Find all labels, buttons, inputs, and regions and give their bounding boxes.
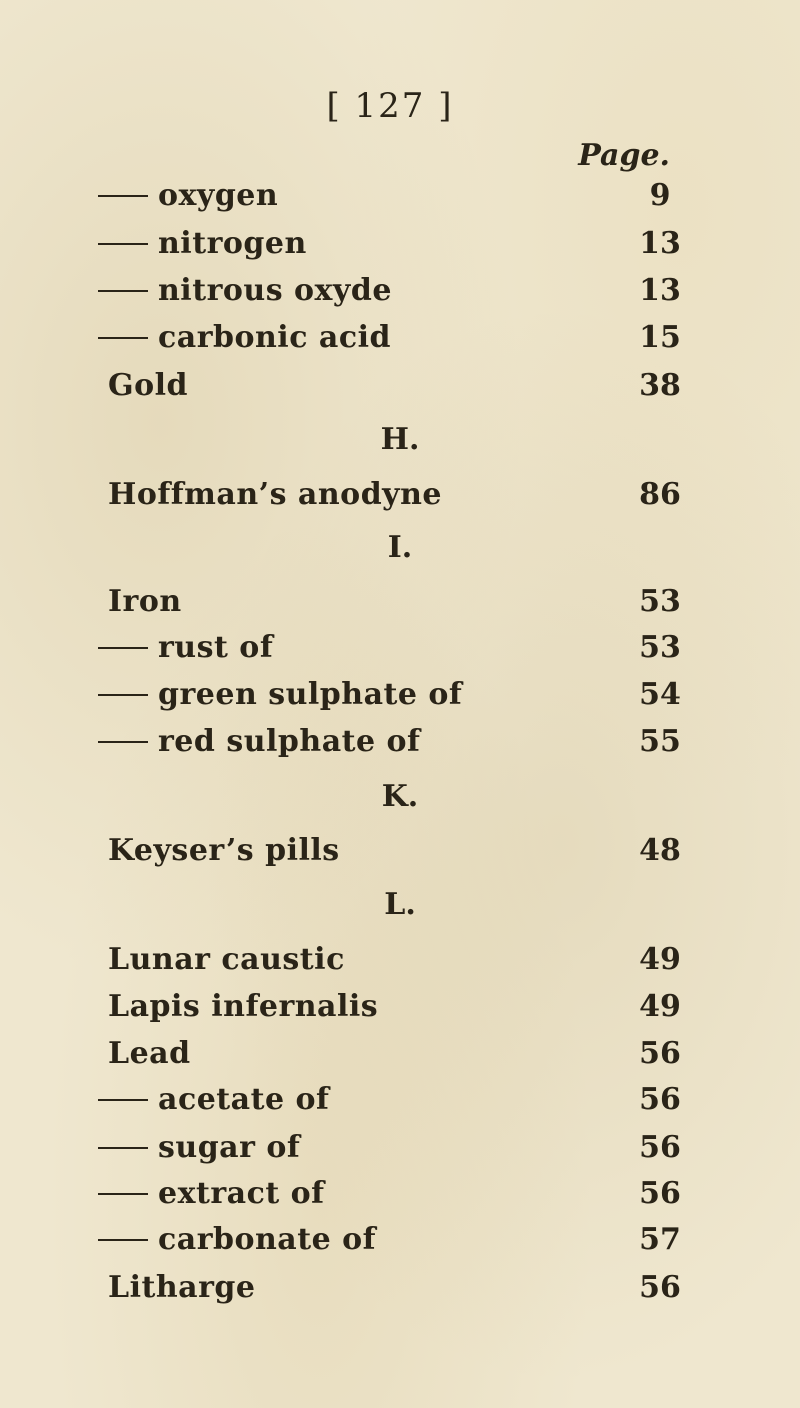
index-entry bbox=[0, 1222, 800, 1262]
entry-page-number: 13 bbox=[639, 226, 681, 261]
entry-page-number: 56 bbox=[639, 1082, 681, 1117]
entry-page-number: 38 bbox=[639, 368, 681, 403]
entry-page-number: 49 bbox=[639, 942, 681, 977]
ditto-dash bbox=[98, 290, 148, 292]
entry-label: rust of bbox=[158, 630, 274, 665]
index-entry bbox=[0, 1130, 800, 1170]
entry-page-number: 57 bbox=[639, 1222, 681, 1257]
entry-page-number: 48 bbox=[639, 833, 681, 868]
index-entry bbox=[0, 226, 800, 266]
ditto-dash bbox=[98, 195, 148, 197]
ditto-dash bbox=[98, 694, 148, 696]
entry-page-number: 54 bbox=[639, 677, 681, 712]
index-entry bbox=[0, 584, 800, 624]
entry-label: Litharge bbox=[108, 1270, 256, 1305]
entry-page-number: 53 bbox=[639, 630, 681, 665]
entry-label: nitrous oxyde bbox=[158, 273, 392, 308]
section-letter: I. bbox=[387, 530, 413, 565]
ditto-dash bbox=[98, 647, 148, 649]
index-entry bbox=[0, 630, 800, 670]
entry-label: oxygen bbox=[158, 178, 279, 213]
index-entry bbox=[0, 833, 800, 873]
index-entry bbox=[0, 942, 800, 982]
section-letter: K. bbox=[381, 779, 419, 814]
entry-page-number: 56 bbox=[639, 1176, 681, 1211]
entry-label: acetate of bbox=[158, 1082, 330, 1117]
entry-page-number: 49 bbox=[639, 989, 681, 1024]
ditto-dash bbox=[98, 243, 148, 245]
index-entry bbox=[0, 1270, 800, 1310]
entry-label: sugar of bbox=[158, 1130, 301, 1165]
entry-page-number: 86 bbox=[639, 477, 681, 512]
entry-label: Keyser’s pills bbox=[108, 833, 340, 868]
entry-label: Hoffman’s anodyne bbox=[108, 477, 443, 512]
ditto-dash bbox=[98, 1193, 148, 1195]
index-entry bbox=[0, 178, 800, 218]
entry-page-number: 56 bbox=[639, 1270, 681, 1305]
section-letter: H. bbox=[380, 422, 420, 457]
entry-page-number: 53 bbox=[639, 584, 681, 619]
entry-label: carbonate of bbox=[158, 1222, 377, 1257]
index-entry bbox=[0, 1082, 800, 1122]
entry-page-number: 56 bbox=[639, 1036, 681, 1071]
index-entry bbox=[0, 1036, 800, 1076]
index-entry bbox=[0, 477, 800, 517]
ditto-dash bbox=[98, 337, 148, 339]
entry-label: green sulphate of bbox=[158, 677, 463, 712]
entry-label: Lapis infernalis bbox=[108, 989, 379, 1024]
index-entry bbox=[0, 1176, 800, 1216]
entry-label: red sulphate of bbox=[158, 724, 421, 759]
folio-number: [ 127 ] bbox=[326, 86, 454, 126]
entry-page-number: 13 bbox=[639, 273, 681, 308]
entry-page-number: 15 bbox=[639, 320, 681, 355]
ditto-dash bbox=[98, 741, 148, 743]
index-entry bbox=[0, 989, 800, 1029]
index-entry bbox=[0, 677, 800, 717]
index-entry bbox=[0, 273, 800, 313]
index-entry bbox=[0, 368, 800, 408]
ditto-dash bbox=[98, 1239, 148, 1241]
index-entry bbox=[0, 724, 800, 764]
entry-label: Iron bbox=[108, 584, 182, 619]
entry-page-number: 55 bbox=[639, 724, 681, 759]
entry-page-number: 9 bbox=[649, 178, 671, 213]
entry-label: nitrogen bbox=[158, 226, 307, 261]
entry-page-number: 56 bbox=[639, 1130, 681, 1165]
entry-label: Gold bbox=[108, 368, 189, 403]
ditto-dash bbox=[98, 1147, 148, 1149]
entry-label: Lead bbox=[108, 1036, 191, 1071]
index-entry bbox=[0, 320, 800, 360]
entry-label: carbonic acid bbox=[158, 320, 391, 355]
page-column-heading: Page. bbox=[578, 138, 670, 173]
entry-label: extract of bbox=[158, 1176, 325, 1211]
section-letter: L. bbox=[384, 887, 416, 922]
ditto-dash bbox=[98, 1099, 148, 1101]
entry-label: Lunar caustic bbox=[108, 942, 345, 977]
